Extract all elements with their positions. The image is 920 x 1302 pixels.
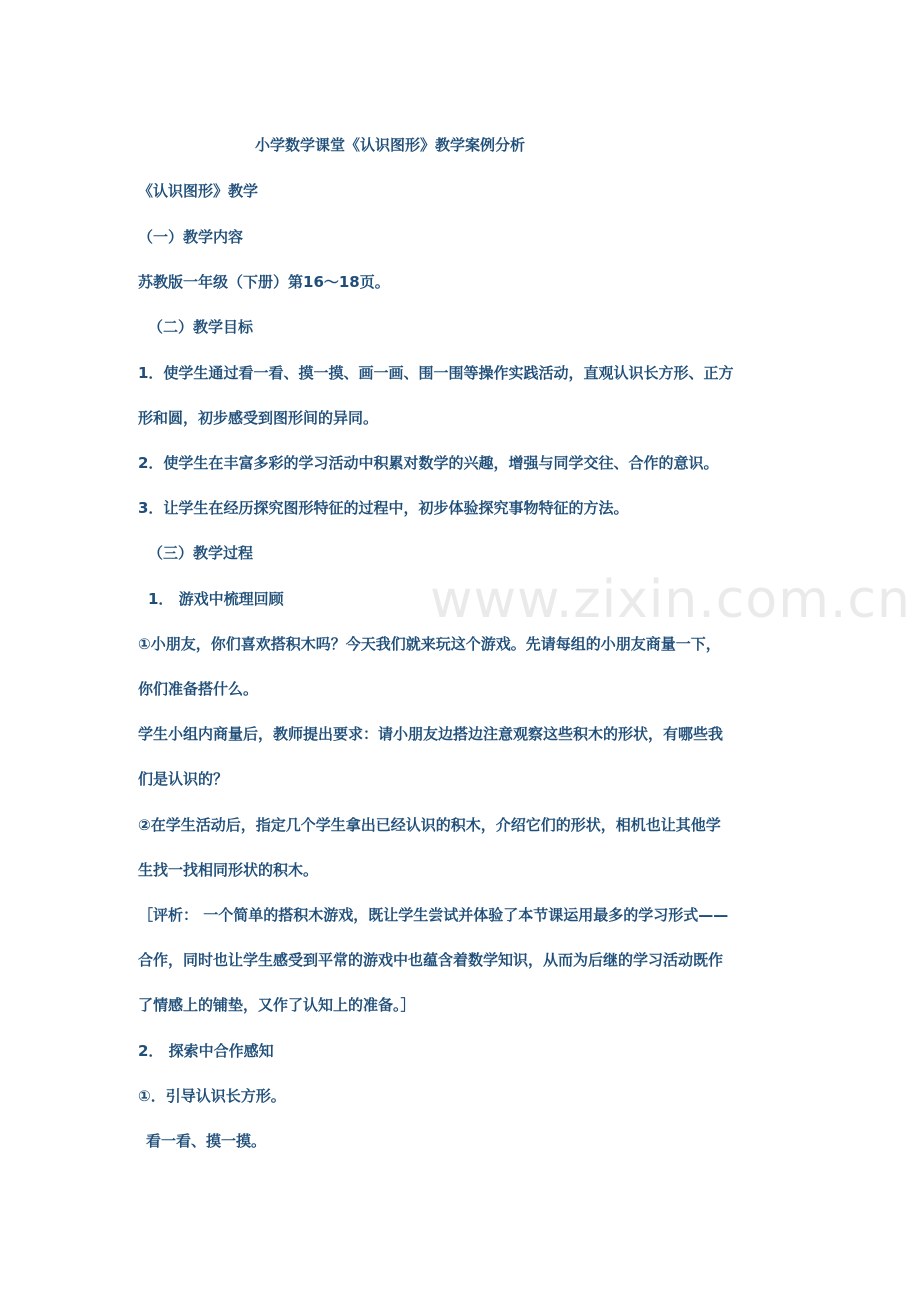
paragraph-line: 合作，同时也让学生感受到平常的游戏中也蕴含着数学知识，从而为后继的学习活动既作 bbox=[138, 951, 724, 969]
paragraph-line: ①小朋友，你们喜欢搭积木吗？今天我们就来玩这个游戏。先请每组的小朋友商量一下， bbox=[138, 635, 721, 653]
paragraph-line: 了情感上的铺垫，又作了认知上的准备。］ bbox=[138, 996, 416, 1014]
paragraph-line: 你们准备搭什么。 bbox=[138, 680, 259, 698]
paragraph-line: 3．让学生在经历探究图形特征的过程中，初步体验探究事物特征的方法。 bbox=[138, 499, 629, 517]
paragraph-line: ②在学生活动后，指定几个学生拿出已经认识的积木，介绍它们的形状，相机也让其他学 bbox=[138, 816, 721, 834]
subsection-heading: （一）教学内容 bbox=[138, 228, 244, 246]
document-title: 小学数学课堂《认识图形》教学案例分析 bbox=[255, 136, 526, 154]
paragraph-line: 苏教版一年级（下册）第16～18页。 bbox=[138, 273, 390, 291]
paragraph-line: 形和圆，初步感受到图形间的异同。 bbox=[138, 409, 379, 427]
subsection-heading: （三）教学过程 bbox=[148, 544, 254, 562]
paragraph-line: 学生小组内商量后，教师提出要求：请小朋友边搭边注意观察这些积木的形状，有哪些我 bbox=[138, 725, 724, 743]
paragraph-line: 2．使学生在丰富多彩的学习活动中积累对数学的兴趣，增强与同学交往、合作的意识。 bbox=[138, 454, 719, 472]
paragraph-line: 生找一找相同形状的积木。 bbox=[138, 861, 319, 879]
paragraph-line: ［评析： 一个简单的搭积木游戏，既让学生尝试并体验了本节课运用最多的学习形式—— bbox=[138, 906, 729, 924]
step-heading: 1． 游戏中梳理回顾 bbox=[148, 590, 284, 608]
watermark: www.zixin.com.cn bbox=[430, 570, 911, 630]
section-heading: 《认识图形》教学 bbox=[138, 182, 259, 200]
step-heading: 2． 探索中合作感知 bbox=[138, 1042, 274, 1060]
paragraph-line: 1．使学生通过看一看、摸一摸、画一画、围一围等操作实践活动，直观认识长方形、正方 bbox=[138, 364, 734, 382]
subsection-heading: （二）教学目标 bbox=[148, 318, 254, 336]
paragraph-line: 看一看、摸一摸。 bbox=[146, 1132, 267, 1150]
paragraph-line: ①．引导认识长方形。 bbox=[138, 1087, 286, 1105]
paragraph-line: 们是认识的？ bbox=[138, 770, 229, 788]
